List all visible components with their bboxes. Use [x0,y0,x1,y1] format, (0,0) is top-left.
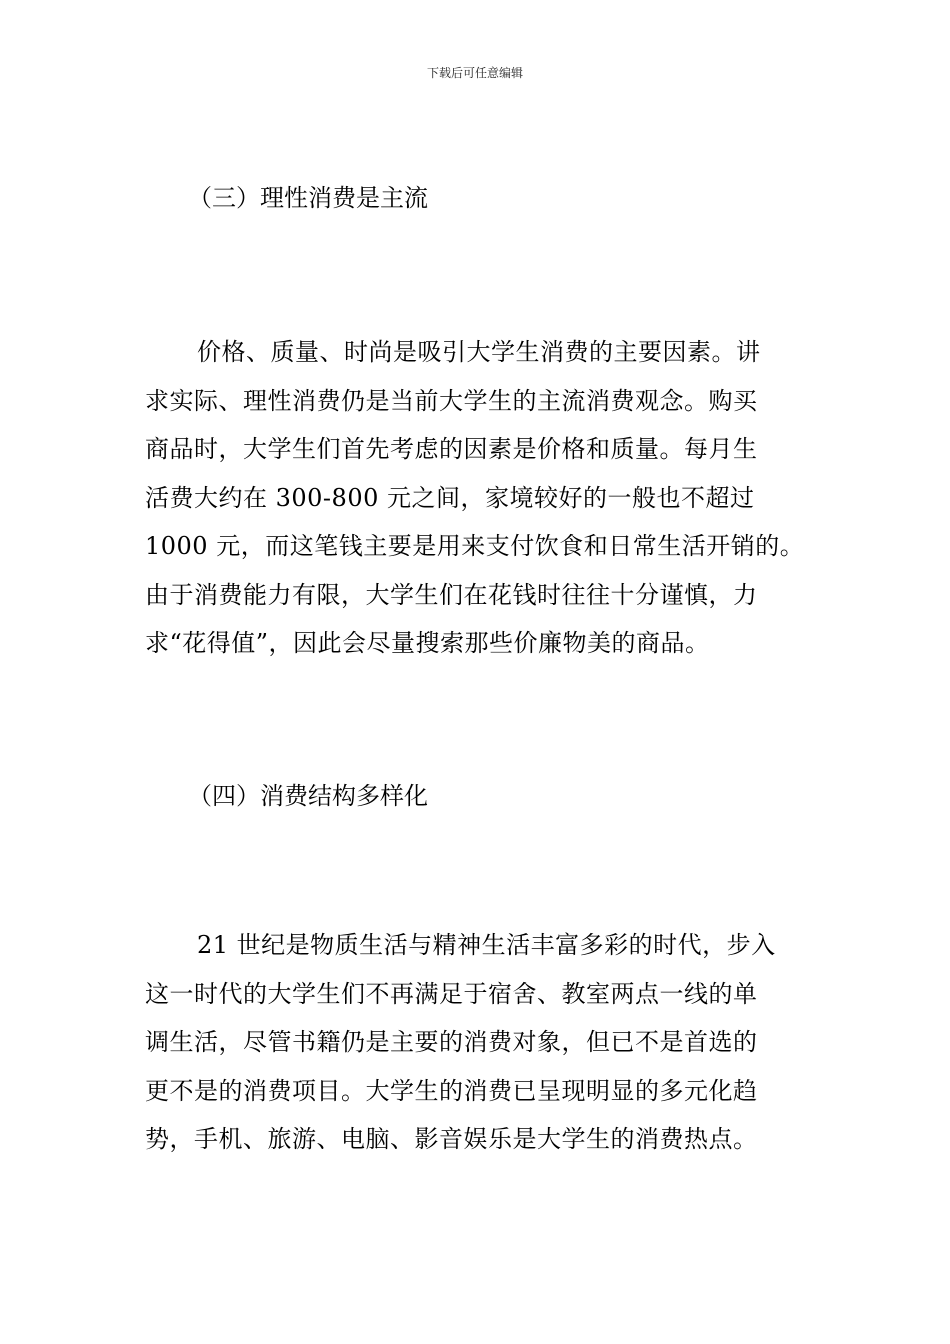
paragraph-line: 这一时代的大学生们不再满足于宿舍、教室两点一线的单 [145,979,758,1008]
paragraph-line: 21 世纪是物质生活与精神生活丰富多彩的时代，步入 [197,931,776,959]
section-paragraph-4 [145,921,825,1164]
section-heading-4: （四）消费结构多样化 [188,782,428,810]
paragraph-line: 更不是的消费项目。大学生的消费已呈现明显的多元化趋 [145,1076,758,1105]
paragraph-line: 价格、质量、时尚是吸引大学生消费的主要因素。讲 [197,338,761,366]
paragraph-line: 1000 元，而这笔钱主要是用来支付饮食和日常生活开销的。 [145,532,805,560]
paragraph-line: 由于消费能力有限，大学生们在花钱时往往十分谨慎，力 [145,580,758,609]
paragraph-line: 求“花得值”，因此会尽量搜索那些价廉物美的商品。 [145,629,710,657]
paragraph-line: 势，手机、旅游、电脑、影音娱乐是大学生的消费热点。 [145,1125,758,1153]
section-paragraph-3 [145,328,825,668]
section-heading-3: （三）理性消费是主流 [188,184,428,212]
paragraph-line: 调生活，尽管书籍仍是主要的消费对象，但已不是首选的 [145,1028,758,1056]
header-note: 下载后可任意编辑 [426,66,523,80]
paragraph-line: 活费大约在 300-800 元之间，家境较好的一般也不超过 [145,483,755,512]
paragraph-line: 求实际、理性消费仍是当前大学生的主流消费观念。购买 [145,386,758,415]
paragraph-line: 商品时，大学生们首先考虑的因素是价格和质量。每月生 [145,435,758,463]
